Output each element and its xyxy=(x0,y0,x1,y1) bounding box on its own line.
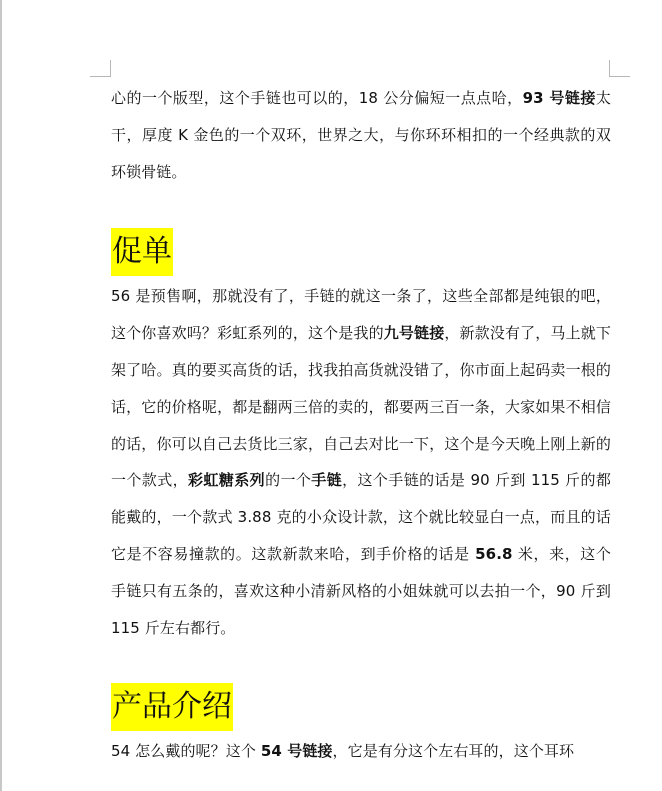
paragraph-1 xyxy=(111,80,611,190)
margin-corner-mark-right xyxy=(609,60,630,77)
page-left-edge xyxy=(0,0,2,791)
text-run: 太干，厚度 K 金色的一个双环，世界之大，与你环环相扣的一个经典款的双环锁骨链。 xyxy=(111,89,611,181)
paragraph-2 xyxy=(111,278,611,646)
text-run: ，新款没有了，马上就下架了哈。真的要买高货的话，找我拍高货就没错了，你市面上起码卖一根的话，它的价格呢，都是翻两三倍的卖的，都要两三百一条，大家如果不相信的话，你可以自己去货比三家，自己去对比一下，这个是今天晚上刚上新的一个款式， xyxy=(111,324,611,490)
bold-run: 彩虹糖系列 xyxy=(188,471,266,490)
heading-cudan: 促单 xyxy=(111,228,173,276)
heading-product-intro: 产品介绍 xyxy=(111,683,233,731)
document-body xyxy=(111,80,611,770)
bold-run: 54 号链接 xyxy=(260,742,333,761)
text-run: 56 是预售啊，那就没有了，手链的就这一条了，这些全部都是纯银的吧，这个你喜欢吗？彩虹系列的，这个是我的 xyxy=(111,287,611,343)
text-run: 米，来，这个手链只有五条的，喜欢这种小清新风格的小姐妹就可以去拍一个，90 斤到 115 斤左右都行。 xyxy=(111,544,612,637)
margin-corner-mark-left xyxy=(90,60,111,77)
text-run: 的一个 xyxy=(265,471,312,490)
bold-run: 手链 xyxy=(311,471,343,490)
bold-run: 93 号链接 xyxy=(522,89,596,107)
text-run: ，这个手链的话是 90 斤到 115 斤的都能戴的，一个款式 3.88 克的小众设计款，这个就比较显白一点，而且的话它是不容易撞款的。这款新款来哈，到手价格的话是 xyxy=(111,471,611,563)
text-run: 54 怎么戴的呢？这个 xyxy=(111,742,261,761)
text-run: ，它是有分这个左右耳的，这个耳环 xyxy=(332,742,575,761)
bold-run: 56.8 xyxy=(475,544,513,563)
bold-run: 九号链接 xyxy=(383,324,445,343)
text-run: 心的一个版型，这个手链也可以的，18 公分偏短一点点哈， xyxy=(111,89,523,107)
paragraph-3 xyxy=(111,733,611,770)
